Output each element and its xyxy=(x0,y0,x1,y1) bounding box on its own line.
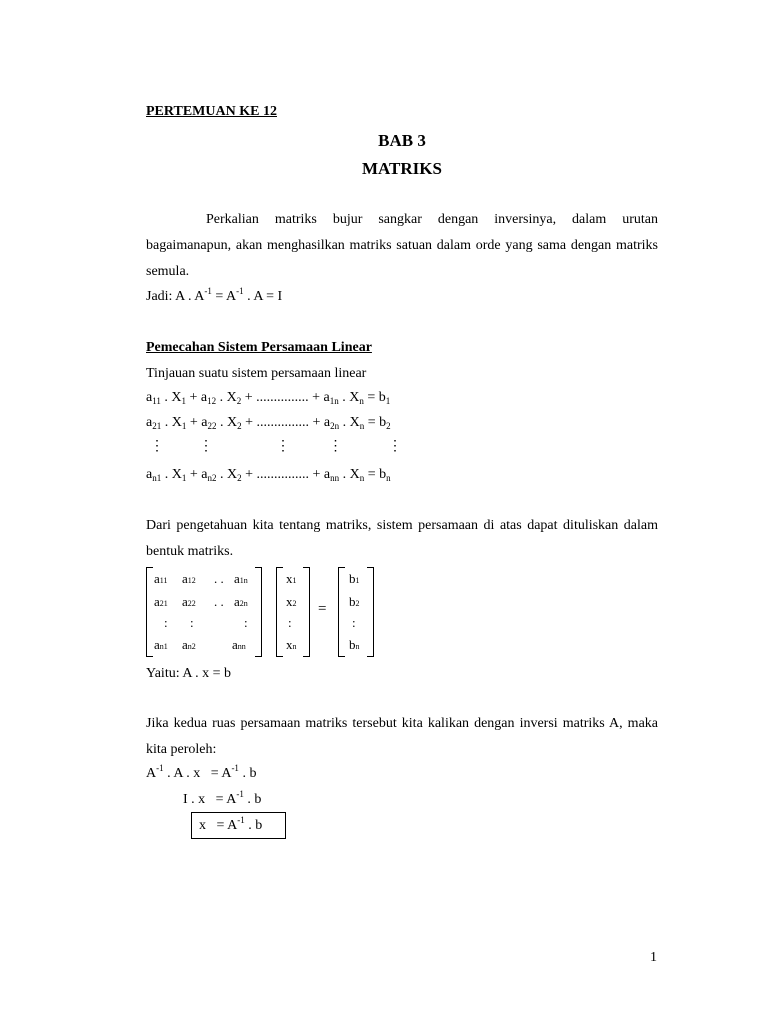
eq-sub: 2 xyxy=(236,396,242,406)
equation-row-n xyxy=(146,467,391,483)
page-number: 1 xyxy=(650,950,657,965)
eq-sub: 11 xyxy=(152,396,161,406)
inverse-line-2 xyxy=(183,789,262,808)
jadi-prefix: Jadi: A . A xyxy=(146,289,205,304)
eq-part: . X xyxy=(216,415,238,430)
left-bracket xyxy=(276,567,283,657)
intro-paragraph xyxy=(146,207,658,285)
jadi-end: . A = I xyxy=(243,289,283,304)
equals-sign: = xyxy=(318,601,327,617)
inv-part: . b xyxy=(243,792,262,807)
eq-part: . X xyxy=(216,390,237,405)
vertical-dots-row: ⋮ ⋮ ⋮ ⋮ ⋮ xyxy=(150,439,402,454)
eq-sub: n1 xyxy=(152,473,162,483)
eq-sub: 2 xyxy=(237,421,242,431)
eq-part: + a xyxy=(186,415,208,430)
eq-part: + ............... + a xyxy=(241,390,330,405)
inverse-line-1 xyxy=(146,763,257,782)
eq-sub: n xyxy=(386,473,391,483)
yaitu-line: Yaitu: A . x = b xyxy=(146,666,232,681)
left-bracket xyxy=(146,567,153,657)
inverse-paragraph: Jika kedua ruas persamaan matriks tersebut kita kalikan dengan inversi matriks A, maka kita peroleh: xyxy=(146,716,658,757)
inv-sup: -1 xyxy=(237,815,245,825)
eq-part: = b xyxy=(363,390,386,405)
vector-x-cell: x2 xyxy=(286,594,297,609)
eq-part: + a xyxy=(186,467,208,482)
eq-sub: 12 xyxy=(207,396,217,406)
matrix-a-cell: a11 xyxy=(154,571,168,586)
inv-part: x = A xyxy=(199,818,238,833)
matrix-a-cell: a1n xyxy=(234,571,248,586)
vector-b-cell: b1 xyxy=(349,571,360,586)
vector-b xyxy=(338,567,374,655)
eq-part: a xyxy=(146,390,153,405)
eq-part: . X xyxy=(339,467,360,482)
eq-part: + ............... + a xyxy=(241,415,331,430)
equation-row-2 xyxy=(146,415,391,431)
eq-sub: 2n xyxy=(330,421,340,431)
eq-sub: n xyxy=(359,421,365,431)
meeting-heading: PERTEMUAN KE 12 xyxy=(146,104,277,119)
vector-b-cell: : xyxy=(352,615,356,630)
eq-part: a xyxy=(146,415,153,430)
right-bracket xyxy=(303,567,310,657)
inv-part: . b xyxy=(244,818,263,833)
intro-text: Perkalian matriks bujur sangkar dengan inversinya, dalam urutan bagaimanapun, akan menghasilkan matriks satuan dalam orde yang sama dengan matriks semula. xyxy=(146,212,658,279)
topic-title: MATRIKS xyxy=(362,159,442,178)
matrix-a-cell: a2n xyxy=(234,594,248,609)
equation-row-1 xyxy=(146,390,390,406)
matrix-a-cell: an1 xyxy=(154,637,168,652)
eq-part: . X xyxy=(161,467,182,482)
inv-sup: -1 xyxy=(156,763,164,773)
eq-part: . X xyxy=(338,390,360,405)
inv-part: . A . x = A xyxy=(163,766,232,781)
eq-sub: 22 xyxy=(207,421,217,431)
eq-sub: 1n xyxy=(329,396,339,406)
eq-part: = b xyxy=(364,415,387,430)
section-heading: Pemecahan Sistem Persamaan Linear xyxy=(146,340,372,355)
matrix-a-cell: . . xyxy=(214,571,224,586)
vector-x-cell: x1 xyxy=(286,571,297,586)
chapter-title: BAB 3 xyxy=(378,131,426,150)
eq-sub: n2 xyxy=(207,473,217,483)
eq-sub: n xyxy=(359,473,365,483)
eq-sub: 21 xyxy=(152,421,162,431)
inverse-line-3 xyxy=(199,815,263,834)
matrix-a-cell: : xyxy=(164,615,168,630)
matrix-a-cell: an2 xyxy=(182,637,196,652)
eq-sub: 1 xyxy=(181,396,187,406)
eq-part: . X xyxy=(160,390,182,405)
eq-sub: 1 xyxy=(181,421,187,431)
eq-part: . X xyxy=(216,467,238,482)
matrix-a-cell: a21 xyxy=(154,594,168,609)
matrix-a-cell: a22 xyxy=(182,594,196,609)
eq-sub: nn xyxy=(330,473,340,483)
eq-part: + ............... + a xyxy=(241,467,331,482)
jadi-sup2: -1 xyxy=(236,286,244,296)
matrix-paragraph: Dari pengetahuan kita tentang matriks, sistem persamaan di atas dapat dituliskan dalam bentuk matriks. xyxy=(146,518,658,559)
vector-x-cell: : xyxy=(288,615,292,630)
eq-part: = b xyxy=(364,467,387,482)
vector-b-cell: bn xyxy=(349,637,360,652)
inv-part: . b xyxy=(238,766,257,781)
inv-part: A xyxy=(146,766,157,781)
section-lead: Tinjauan suatu sistem persamaan linear xyxy=(146,366,367,381)
matrix-a xyxy=(146,567,262,655)
eq-part: . X xyxy=(161,415,182,430)
matrix-a-cell: : xyxy=(244,615,248,630)
matrix-a-cell: : xyxy=(190,615,194,630)
left-bracket xyxy=(338,567,345,657)
eq-sub: 2 xyxy=(237,473,242,483)
inv-sup: -1 xyxy=(231,763,239,773)
jadi-sup1: -1 xyxy=(204,286,212,296)
jadi-mid: = A xyxy=(211,289,237,304)
inv-part: I . x = A xyxy=(183,792,237,807)
eq-sub: 1 xyxy=(385,396,391,406)
right-bracket xyxy=(255,567,262,657)
eq-sub: 2 xyxy=(386,421,391,431)
vector-x xyxy=(276,567,310,655)
matrix-a-cell: ann xyxy=(232,637,246,652)
eq-sub: n xyxy=(359,396,364,406)
eq-part: + a xyxy=(186,390,208,405)
inv-sup: -1 xyxy=(236,789,244,799)
jadi-line xyxy=(146,286,283,305)
eq-part: a xyxy=(146,467,153,482)
eq-part: . X xyxy=(339,415,360,430)
matrix-a-cell: a12 xyxy=(182,571,196,586)
eq-sub: 1 xyxy=(181,473,187,483)
right-bracket xyxy=(367,567,374,657)
matrix-a-cell: . . xyxy=(214,594,224,609)
vector-b-cell: b2 xyxy=(349,594,360,609)
vector-x-cell: xn xyxy=(286,637,297,652)
